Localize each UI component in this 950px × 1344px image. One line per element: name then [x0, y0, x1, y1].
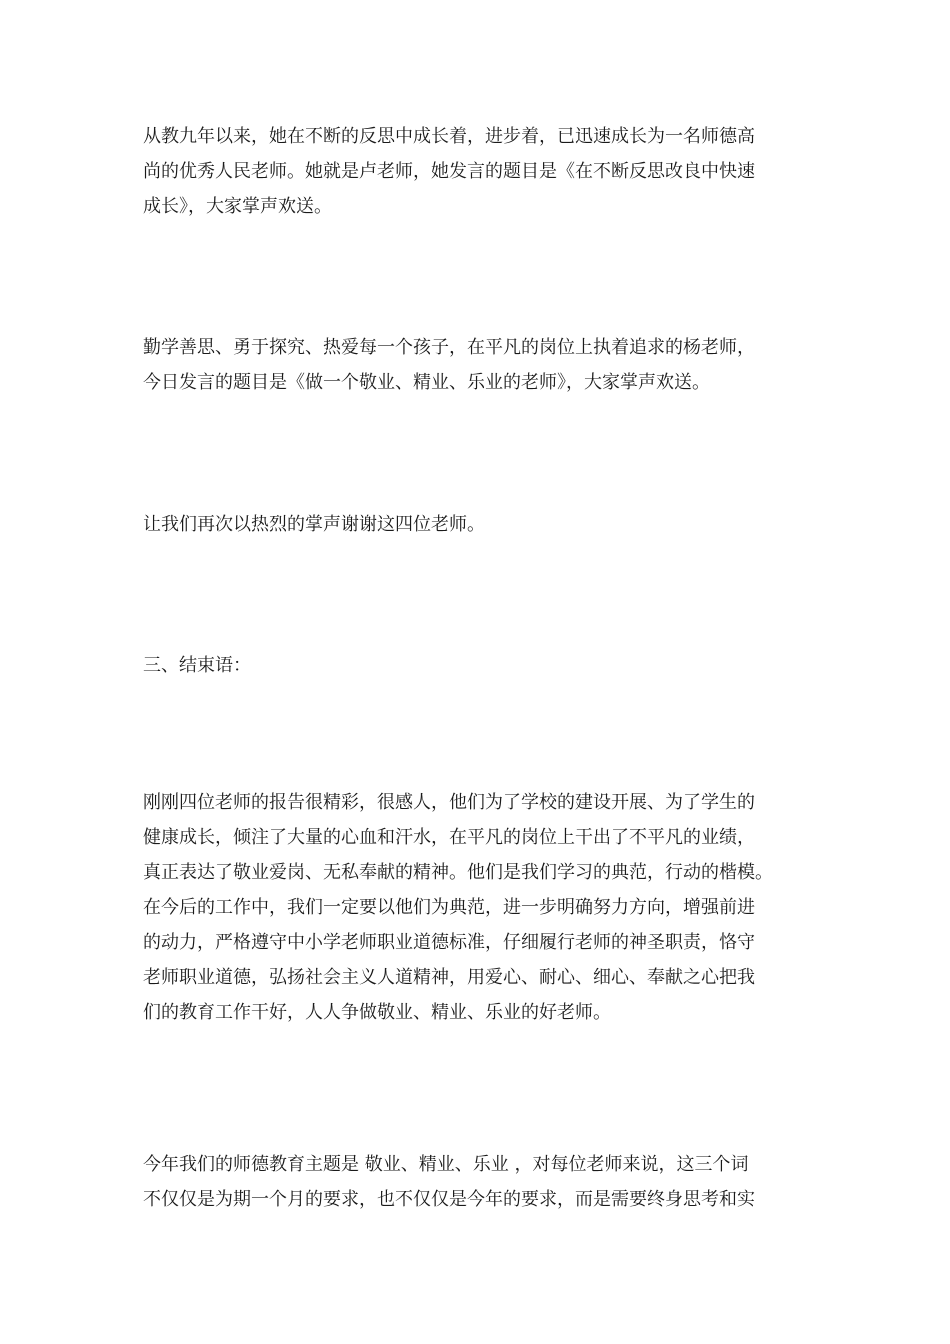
paragraph-line: 健康成长，倾注了大量的心血和汗水，在平凡的岗位上干出了不平凡的业绩，: [143, 827, 755, 848]
paragraph-teacher-lu: [143, 119, 807, 224]
paragraph-line: 刚刚四位老师的报告很精彩，很感人，他们为了学校的建设开展、为了学生的: [143, 792, 755, 813]
paragraph-line: 成长》，大家掌声欢送。: [143, 196, 332, 217]
paragraph-line: 从教九年以来，她在不断的反思中成长着，进步着，已迅速成长为一名师德高: [143, 126, 755, 147]
paragraph-line: 尚的优秀人民老师。她就是卢老师，她发言的题目是《在不断反思改良中快速: [143, 161, 755, 182]
paragraph-line: 今年我们的师德教育主题是 敬业、精业、乐业 ，对每位老师来说，这三个词: [143, 1154, 749, 1175]
paragraph-thanks: [143, 507, 807, 542]
paragraph-line: 们的教育工作干好，人人争做敬业、精业、乐业的好老师。: [143, 1002, 611, 1023]
paragraph-line: 真正表达了敬业爱岗、无私奉献的精神。他们是我们学习的典范，行动的楷模。: [143, 862, 773, 883]
paragraph-line: 老师职业道德，弘扬社会主义人道精神，用爱心、耐心、细心、奉献之心把我: [143, 967, 755, 988]
paragraph-line: 在今后的工作中，我们一定要以他们为典范，进一步明确努力方向，增强前进: [143, 897, 755, 918]
section-heading-closing: [143, 648, 807, 683]
paragraph-line: 让我们再次以热烈的掌声谢谢这四位老师。: [143, 514, 485, 535]
paragraph-line: 不仅仅是为期一个月的要求，也不仅仅是今年的要求，而是需要终身思考和实: [143, 1189, 755, 1210]
paragraph-line: 的动力，严格遵守中小学老师职业道德标准，仔细履行老师的神圣职责，恪守: [143, 932, 755, 953]
heading-line: 三、结束语：: [143, 655, 251, 676]
paragraph-line: 今日发言的题目是《做一个敬业、精业、乐业的老师》，大家掌声欢送。: [143, 372, 710, 393]
paragraph-line: 勤学善思、勇于探究、热爱每一个孩子，在平凡的岗位上执着追求的杨老师，: [143, 337, 755, 358]
paragraph-closing-remarks: [143, 785, 807, 1030]
paragraph-teacher-yang: [143, 330, 807, 400]
paragraph-theme: [143, 1147, 807, 1217]
